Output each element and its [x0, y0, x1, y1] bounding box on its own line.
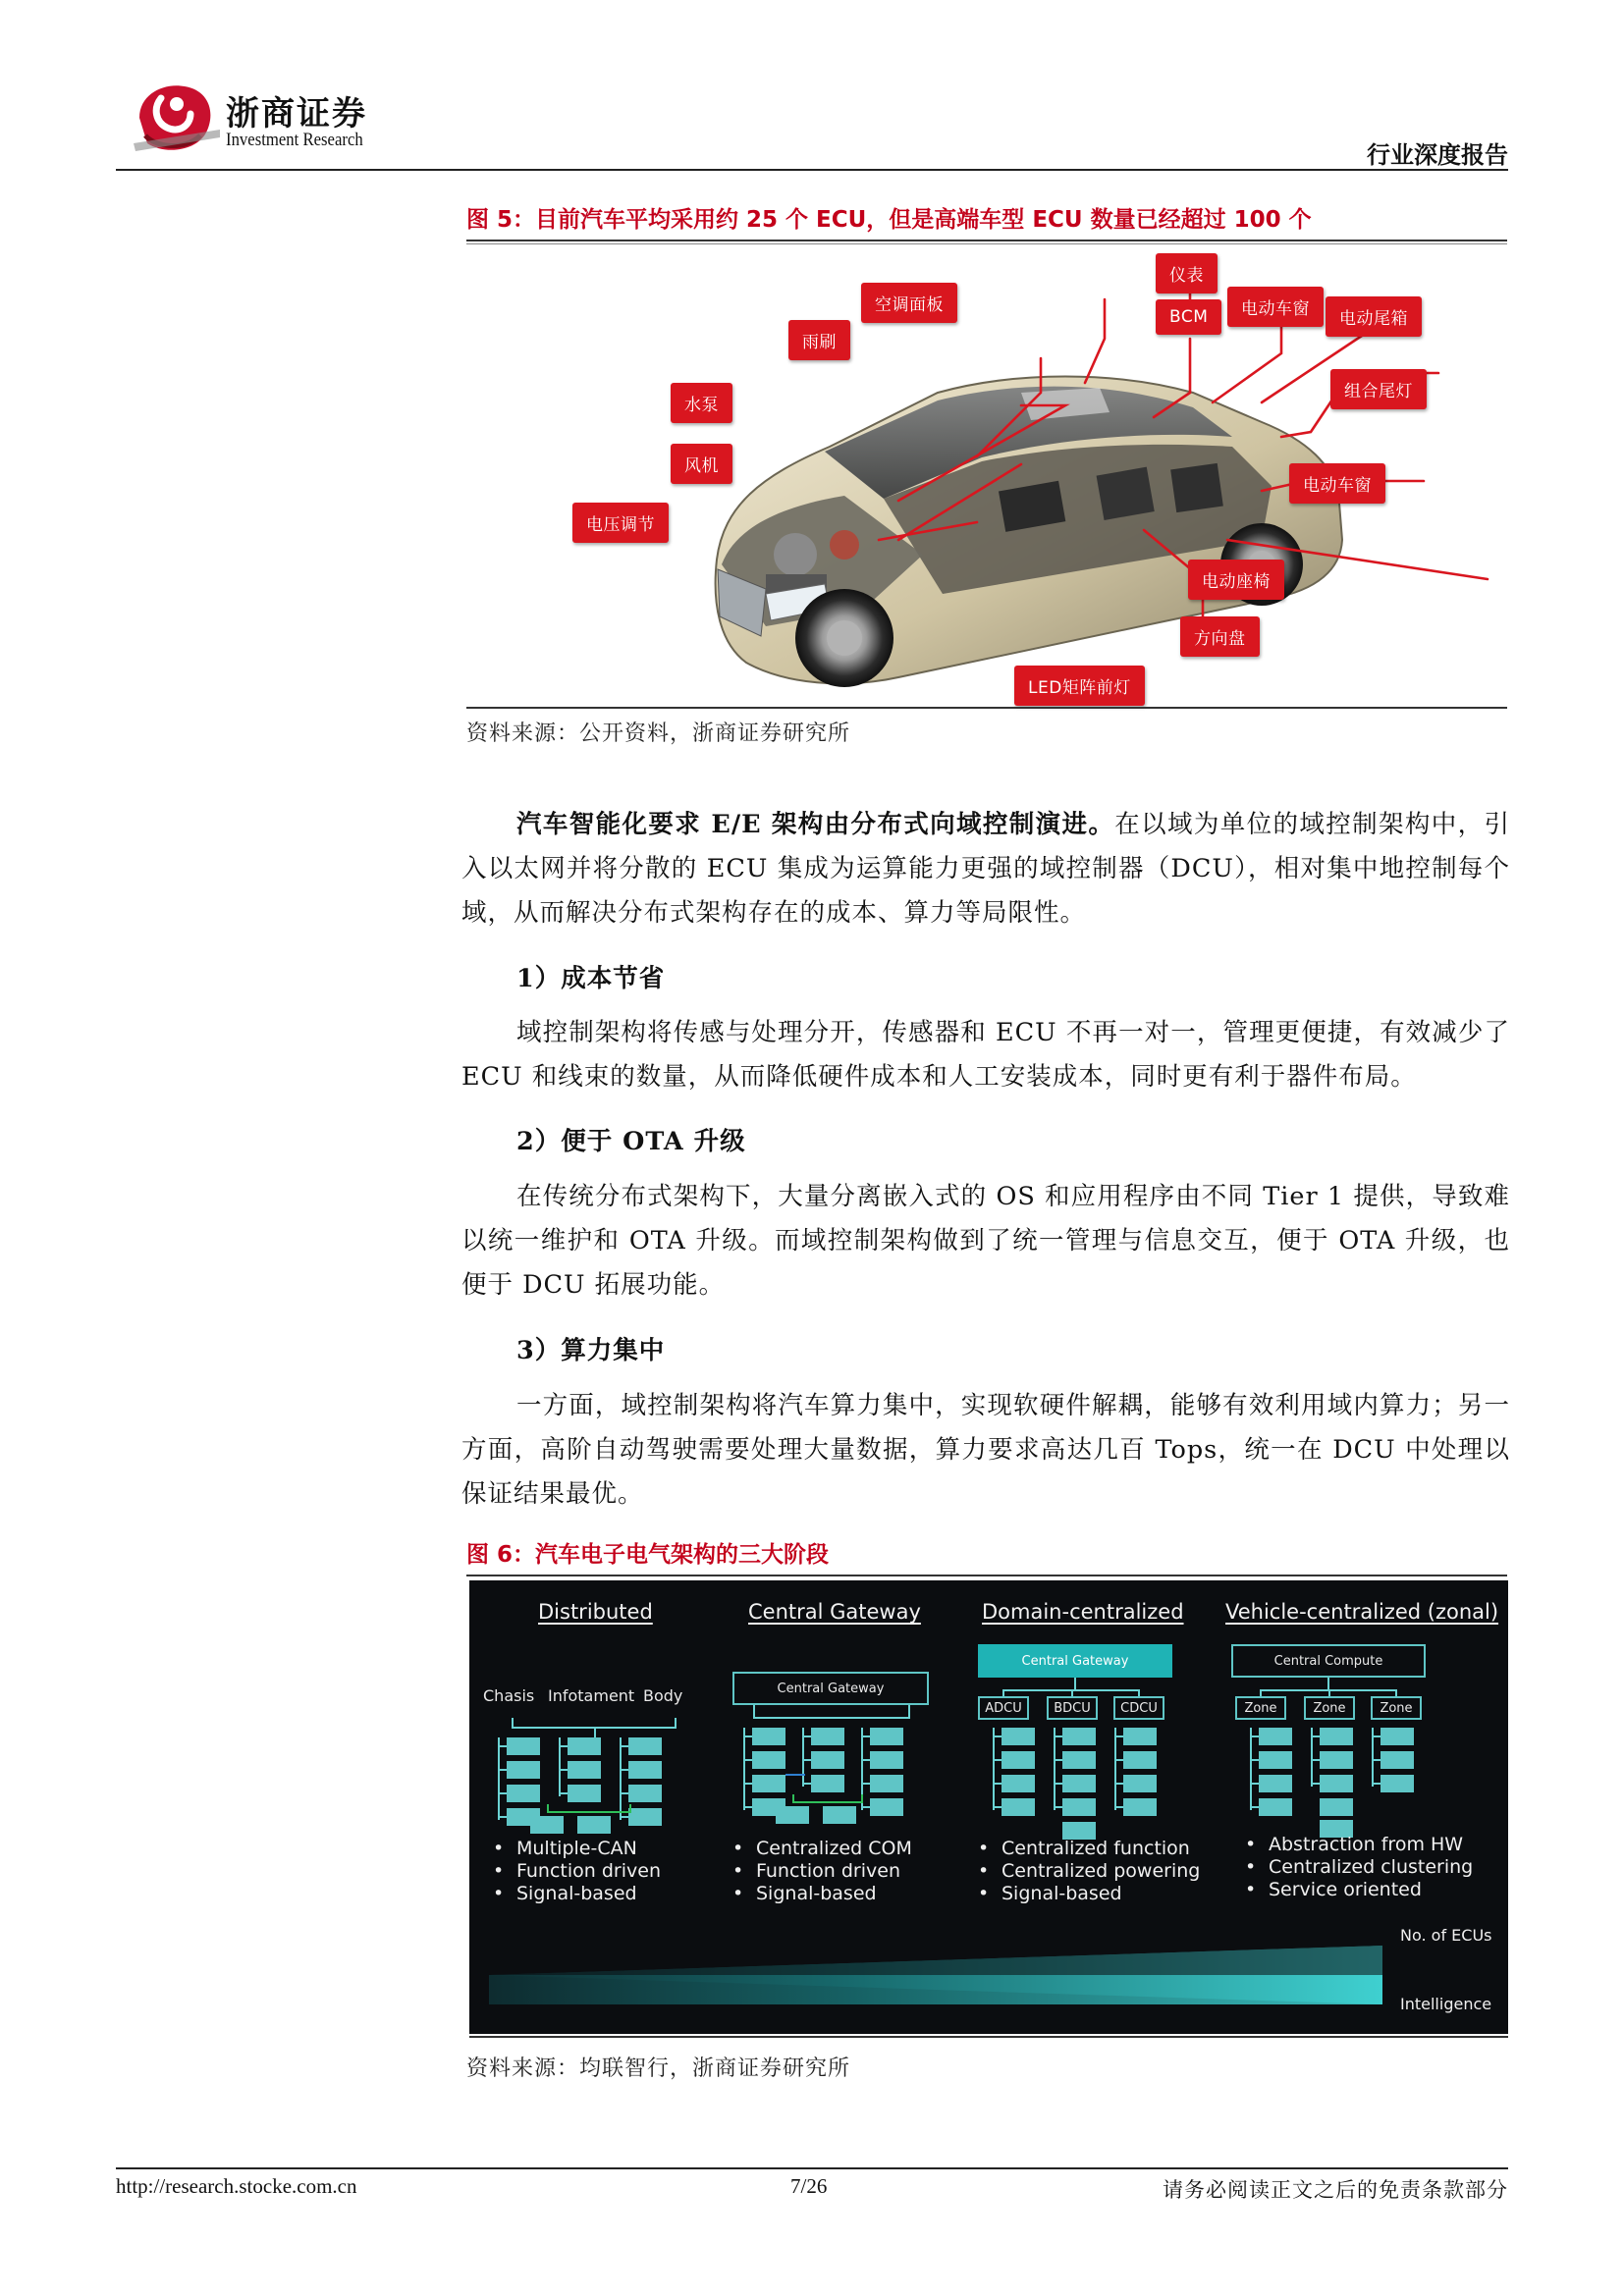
col4-tree-a-node-0 [1259, 1728, 1292, 1745]
label-power-window-top: 电动车窗 [1227, 287, 1324, 327]
col2-bullets [732, 1838, 912, 1905]
intro-paragraph [461, 803, 1510, 935]
col4-zone3-box [1371, 1696, 1422, 1720]
figure6-caption: 图 6：汽车电子电气架构的三大阶段 [466, 1542, 830, 1568]
section3-text: 一方面，域控制架构将汽车算力集中，实现软硬件解耦，能够有效利用域内算力；另一方面，高阶自动驾驶需要处理大量数据，算力要求高达几百 Tops，统一在 DCU 中处理以保证结果最优。 [461, 1391, 1510, 1509]
col2-bullet-3: • Signal-based [732, 1883, 912, 1905]
figure5-car-diagram [466, 245, 1507, 705]
label-ac-panel: 空调面板 [861, 283, 957, 323]
col3-tree-b-node-3 [1062, 1798, 1096, 1816]
col3-tree-a-node-0 [1001, 1728, 1035, 1745]
col4-central-compute-box [1231, 1644, 1426, 1678]
col1-tree-a-node-0 [507, 1737, 540, 1755]
footer-url-link[interactable]: http://research.stocke.com.cn [116, 2174, 357, 2198]
label-fan: 风机 [671, 444, 732, 484]
col3-tree-c-node-0 [1123, 1728, 1157, 1745]
col1-bullet-3: • Signal-based [493, 1883, 661, 1905]
col3-tree-c-node-3 [1123, 1798, 1157, 1816]
figure5-caption: 图 5：目前汽车平均采用约 25 个 ECU，但是高端车型 ECU 数量已经超过 100 个 [466, 207, 1312, 233]
col1-tree-c-node-3 [628, 1808, 662, 1826]
col3-tree-a-node-1 [1001, 1751, 1035, 1769]
company-logo [126, 79, 224, 155]
col4-tree-c-node-1 [1380, 1751, 1414, 1769]
section2-text: 在传统分布式架构下，大量分离嵌入式的 OS 和应用程序由不同 Tier 1 提供，导致难以统一维护和 OTA 升级。而域控制架构做到了统一管理与信息交互，便于 OTA 升级，也便于 DCU 拓展功能。 [461, 1182, 1510, 1300]
figure6-top-rule [466, 1575, 1507, 1576]
col4-zone2-label: Zone [1313, 1700, 1346, 1716]
section3-title: 3）算力集中 [516, 1336, 666, 1365]
col3-central-gateway-box [978, 1644, 1172, 1678]
col3-tree-b-node-0 [1062, 1728, 1096, 1745]
col4-central-compute-label: Central Compute [1273, 1653, 1383, 1669]
intro-bold: 汽车智能化要求 E/E 架构由分布式向域控制演进。 [516, 810, 1115, 839]
section1-title: 1）成本节省 [516, 964, 666, 993]
col3-title: Domain-centralized [982, 1600, 1184, 1624]
col1-bullet-2: • Function driven [493, 1860, 661, 1883]
label-steering-wheel: 方向盘 [1180, 616, 1260, 657]
col2-tree-b-node-1 [811, 1751, 844, 1769]
section1-text: 域控制架构将传感与处理分开，传感器和 ECU 不再一对一，管理更便捷，有效减少了 ECU 和线束的数量，从而降低硬件成本和人工安装成本，同时更有利于器件布局。 [461, 1018, 1510, 1092]
col2-tree-c-node-3 [870, 1798, 903, 1816]
col1-sub-body: Body [643, 1686, 683, 1705]
figure6-bottom-rule [469, 2036, 1508, 2038]
col1-bullets [493, 1838, 661, 1905]
col3-bullet-1: • Centralized function [978, 1838, 1200, 1860]
col2-bottom-node-1 [776, 1806, 809, 1824]
col3-tree-a-node-2 [1001, 1775, 1035, 1792]
trend-ecu-label: No. of ECUs [1400, 1926, 1492, 1945]
col1-tree-b-node-0 [568, 1737, 601, 1755]
figure6-architecture-diagram [469, 1580, 1508, 2034]
col4-extra-node-1 [1320, 1798, 1353, 1816]
col3-tree-c-node-1 [1123, 1751, 1157, 1769]
col3-tree-b-node-2 [1062, 1775, 1096, 1792]
col4-tree-a-node-1 [1259, 1751, 1292, 1769]
col3-central-gateway-label: Central Gateway [1021, 1653, 1129, 1669]
col4-zone1-box [1235, 1696, 1286, 1720]
col3-tree-a-node-3 [1001, 1798, 1035, 1816]
figure5-source: 资料来源：公开资料，浙商证券研究所 [466, 721, 851, 746]
col4-bullet-2: • Centralized clustering [1245, 1856, 1473, 1879]
col2-bottom-node-2 [823, 1806, 856, 1824]
label-combination-taillight: 组合尾灯 [1330, 369, 1427, 409]
footer-disclaimer: 请务必阅读正文之后的免责条款部分 [1163, 2178, 1508, 2202]
col2-tree-c-node-1 [870, 1751, 903, 1769]
col2-tree-a-node-2 [752, 1775, 785, 1792]
col3-bullet-3: • Signal-based [978, 1883, 1200, 1905]
label-led-matrix-headlight: LED矩阵前灯 [1014, 666, 1145, 706]
col2-tree-c-node-2 [870, 1775, 903, 1792]
col3-bullets [978, 1838, 1200, 1905]
figure5-top-rule [466, 240, 1507, 241]
col1-tree-c-node-1 [628, 1761, 662, 1779]
col4-bullets [1245, 1834, 1473, 1901]
col4-tree-b-node-2 [1320, 1775, 1353, 1792]
col1-tree-c-node-2 [628, 1785, 662, 1802]
col2-tree-b-node-2 [811, 1775, 844, 1792]
col3-cdcu-label: CDCU [1120, 1700, 1158, 1716]
col1-bullet-1: • Multiple-CAN [493, 1838, 661, 1860]
figure5-top-rule-thin [466, 243, 1507, 244]
col4-zone2-box [1304, 1696, 1355, 1720]
col4-zone1-label: Zone [1244, 1700, 1277, 1716]
col1-sub-infotainment: Infotament [548, 1686, 635, 1705]
col3-tree-c-node-2 [1123, 1775, 1157, 1792]
col3-tree-b-node-1 [1062, 1751, 1096, 1769]
col1-tree-b-node-2 [568, 1785, 601, 1802]
label-power-window-right: 电动车窗 [1289, 463, 1385, 504]
label-power-seat: 电动座椅 [1188, 560, 1284, 600]
col2-tree-a-node-0 [752, 1728, 785, 1745]
col2-tree-c-node-0 [870, 1728, 903, 1745]
section2-title: 2）便于 OTA 升级 [516, 1127, 746, 1156]
footer-page-number: 7/26 [790, 2174, 828, 2198]
col4-bullet-1: • Abstraction from HW [1245, 1834, 1473, 1856]
col3-adcu-label: ADCU [985, 1700, 1022, 1716]
col1-bottom-node-1 [530, 1816, 564, 1834]
col4-tree-c-node-2 [1380, 1775, 1414, 1792]
col2-tree-a-node-1 [752, 1751, 785, 1769]
col1-tree-b-node-1 [568, 1761, 601, 1779]
label-voltage-regulation: 电压调节 [572, 503, 669, 543]
col4-tree-a-node-3 [1259, 1798, 1292, 1816]
col4-zone3-label: Zone [1380, 1700, 1413, 1716]
footer-rule [116, 2167, 1508, 2169]
header-rule [116, 169, 1508, 171]
figure5-bottom-rule [466, 707, 1507, 709]
col4-bullet-3: • Service oriented [1245, 1879, 1473, 1901]
label-bcm: BCM [1156, 299, 1221, 335]
col1-sub-chassis: Chasis [483, 1686, 535, 1705]
col4-tree-c-node-0 [1380, 1728, 1414, 1745]
col2-central-gateway-box [732, 1672, 929, 1705]
figure6-source: 资料来源：均联智行，浙商证券研究所 [466, 2056, 851, 2081]
intro-rest: 在以域为单位的域控制架构中，引入以太网并将分散的 ECU 集成为运算能力更强的域控制器（DCU），相对集中地控制每个域，从而解决分布式架构存在的成本、算力等局限性。 [461, 810, 1510, 928]
col1-title: Distributed [538, 1600, 653, 1624]
company-name-cn: 浙商证券 [226, 94, 367, 133]
col4-tree-a-node-2 [1259, 1775, 1292, 1792]
label-power-trunk: 电动尾箱 [1326, 296, 1422, 337]
company-name-en: Investment Research [226, 130, 363, 150]
label-wiper: 雨刷 [788, 320, 850, 360]
col2-bullet-1: • Centralized COM [732, 1838, 912, 1860]
col4-title: Vehicle-centralized (zonal) [1225, 1600, 1499, 1624]
col2-central-gateway-label: Central Gateway [777, 1681, 885, 1696]
col1-tree-a-node-1 [507, 1761, 540, 1779]
report-type: 行业深度报告 [1367, 141, 1508, 169]
col3-cdcu-box [1113, 1696, 1164, 1720]
col4-tree-b-node-0 [1320, 1728, 1353, 1745]
trend-intelligence-label: Intelligence [1400, 1995, 1492, 2013]
label-water-pump: 水泵 [671, 383, 732, 423]
col3-bdcu-label: BDCU [1054, 1700, 1091, 1716]
col2-tree-b-node-0 [811, 1728, 844, 1745]
label-instrument: 仪表 [1156, 253, 1218, 294]
col1-tree-a-node-2 [507, 1785, 540, 1802]
col1-bottom-node-2 [577, 1816, 611, 1834]
col1-tree-c-node-0 [628, 1737, 662, 1755]
col3-adcu-box [978, 1696, 1029, 1720]
col2-bullet-2: • Function driven [732, 1860, 912, 1883]
col3-bullet-2: • Centralized powering [978, 1860, 1200, 1883]
col2-title: Central Gateway [748, 1600, 921, 1624]
col3-bdcu-box [1047, 1696, 1098, 1720]
col4-tree-b-node-1 [1320, 1751, 1353, 1769]
